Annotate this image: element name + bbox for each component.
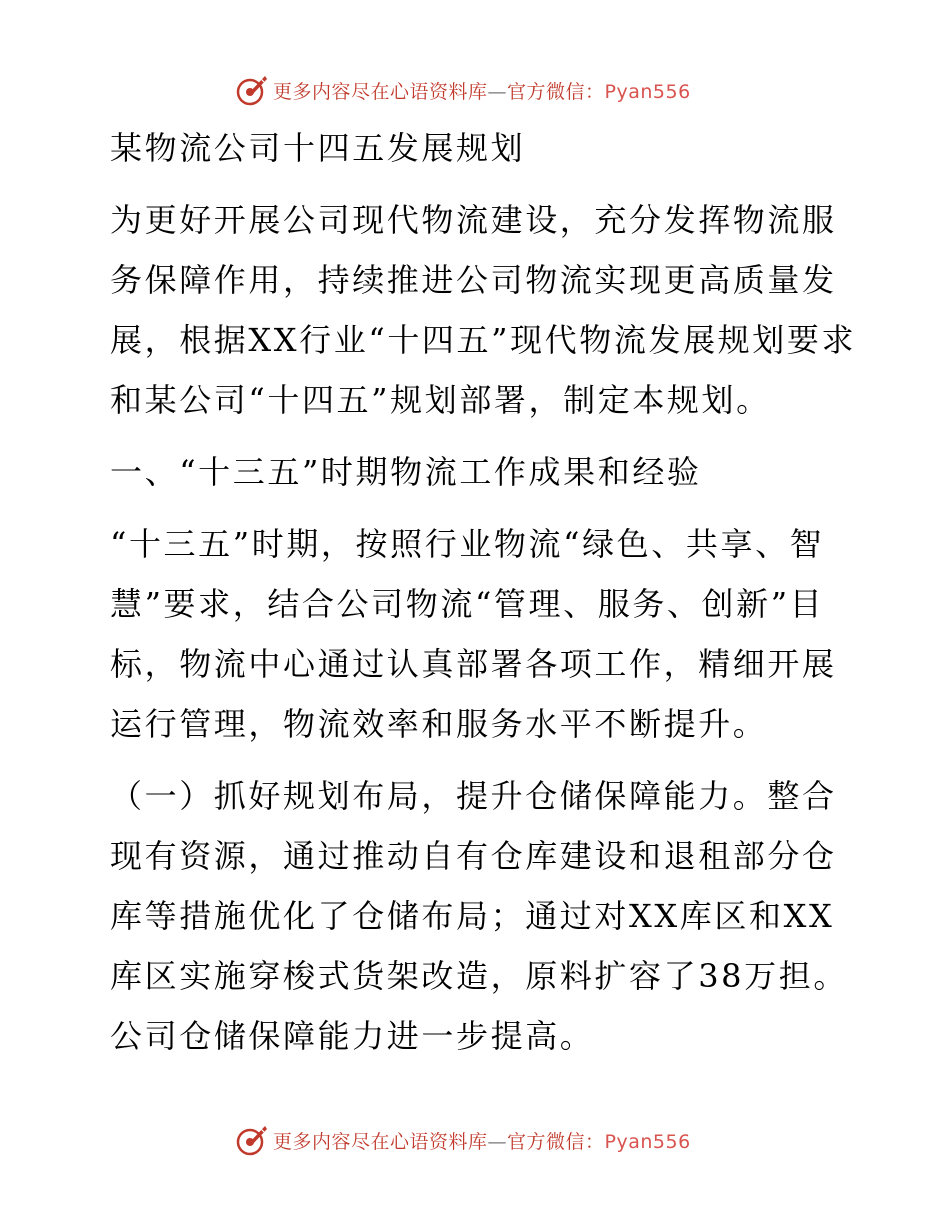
watermark-dash: — (487, 80, 508, 103)
watermark-text (273, 1127, 691, 1154)
item-paragraph: （一）抓好规划布局，提升仓储保障能力。整合现有资源，通过推动自有仓库建设和退租部分仓库等措施优化了仓储布局；通过对XX库区和XX库区实施穿梭式货架改造，原料扩容了38万担。公司仓储保障能力进一步提高。 (110, 777, 848, 1055)
watermark-dash: — (487, 1130, 508, 1153)
quill-pen-logo-icon (235, 1123, 269, 1157)
watermark-wechat-id: Pyan556 (604, 1130, 691, 1153)
watermark-text (273, 77, 691, 104)
section-heading: 一、“十三五”时期物流工作成果和经验 (110, 453, 702, 491)
document-title: 某物流公司十四五发展规划 (110, 129, 526, 167)
watermark-site-name: 更多内容尽在心语资料库 (273, 1130, 488, 1153)
section-paragraph: “十三五”时期，按照行业物流“绿色、共享、智慧”要求，结合公司物流“管理、服务、创新”目标，物流中心通过认真部署各项工作，精细开展运行管理，物流效率和服务水平不断提升。 (110, 525, 837, 743)
watermark-site-name: 更多内容尽在心语资料库 (273, 80, 488, 103)
footer-watermark (235, 1122, 691, 1158)
watermark-wechat-id: Pyan556 (604, 80, 691, 103)
intro-paragraph: 为更好开展公司现代物流建设，充分发挥物流服务保障作用，持续推进公司物流实现更高质量发展，根据XX行业“十四五”现代物流发展规划要求和某公司“十四五”规划部署，制定本规划。 (110, 201, 857, 419)
watermark-label: 官方微信： (507, 80, 605, 103)
header-watermark (235, 72, 691, 108)
watermark-label: 官方微信： (507, 1130, 605, 1153)
document-body (98, 118, 858, 1066)
quill-pen-logo-icon (235, 73, 269, 107)
